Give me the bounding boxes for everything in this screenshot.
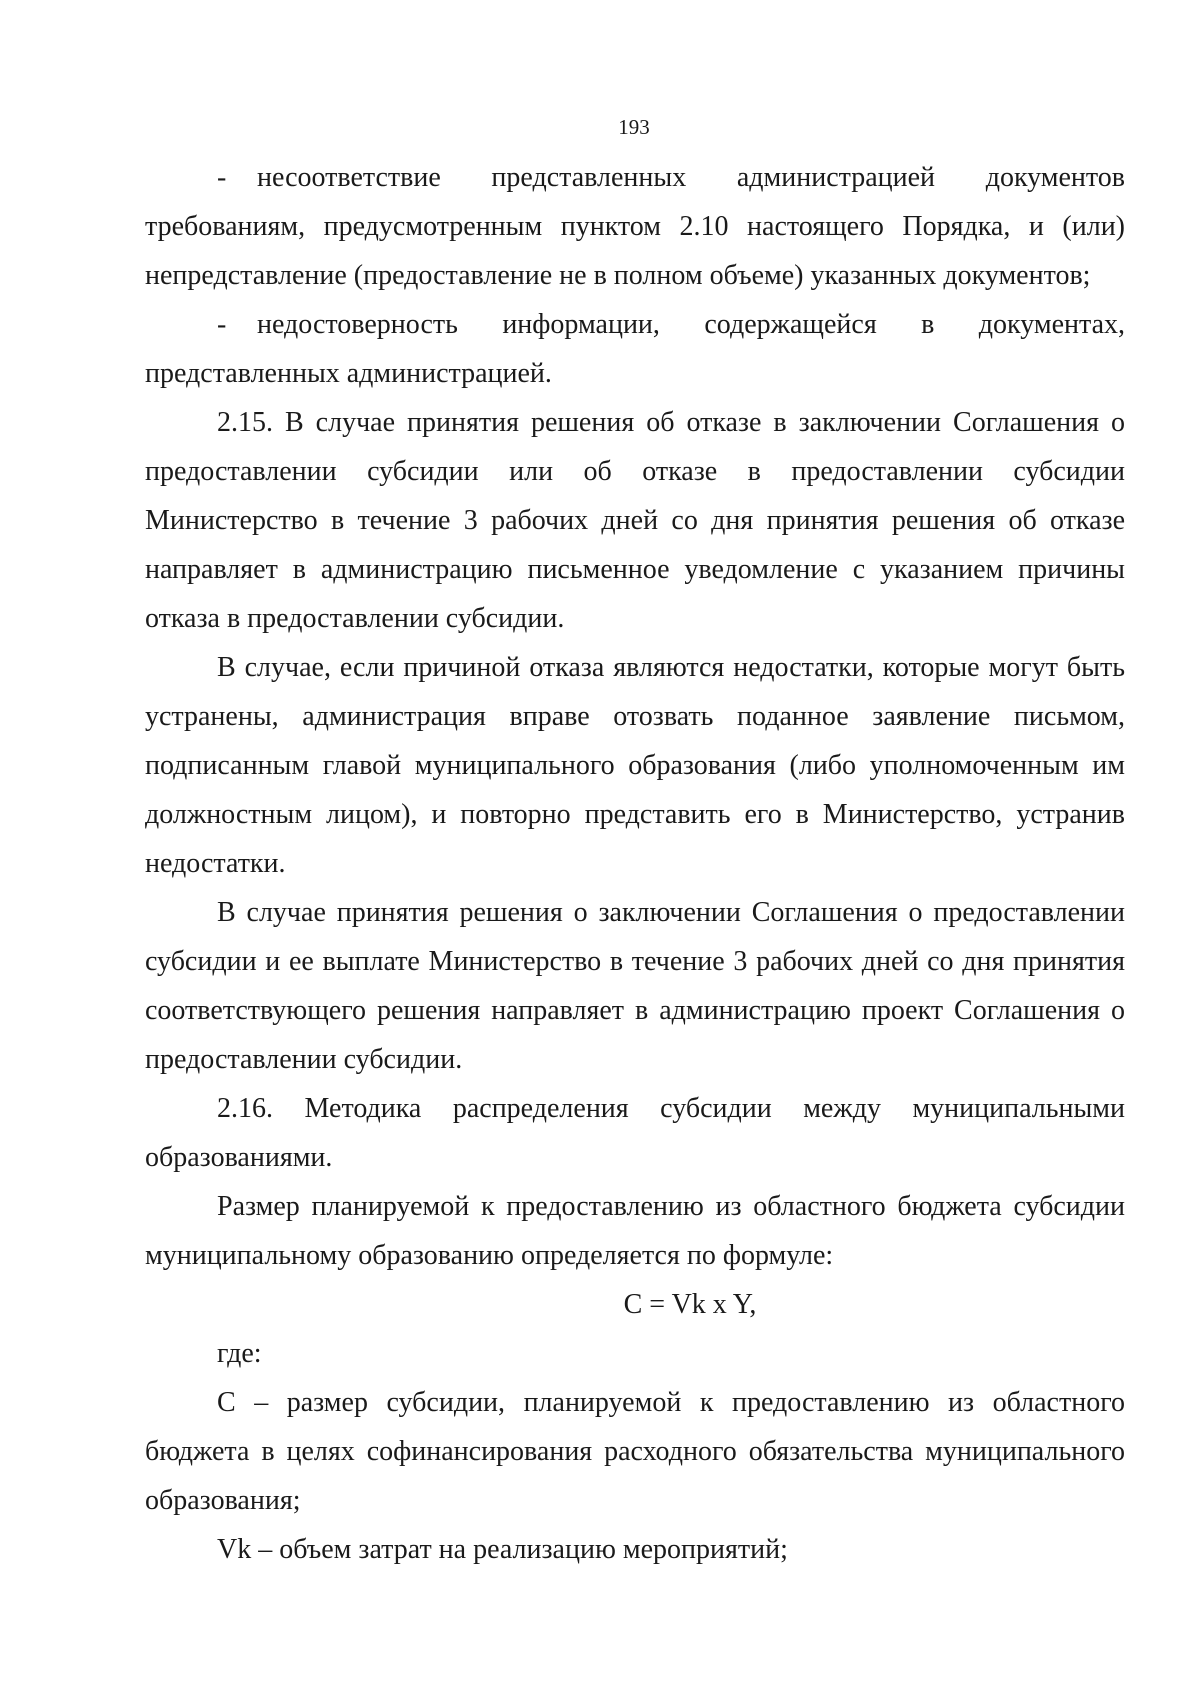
list-item-unreliability [145, 300, 1125, 398]
list-item-text: недостоверность информации, содержащейся в документах, представленных администрацией. [145, 309, 1125, 389]
paragraph-agreement-decision: В случае принятия решения о заключении Соглашения о предоставлении субсидии и ее выплате Министерство в течение 3 рабочих дней со дня принятия соответствующего решения направляет в администрацию проект Соглашения о предоставлении субсидии. [145, 897, 1125, 1075]
formula: C = Vk x Y, [623, 1289, 757, 1320]
page-number: 193 [618, 115, 650, 139]
definition-c: C – размер субсидии, планируемой к предоставлению из областного бюджета в целях софинансирования расходного обязательства муниципального образования; [145, 1387, 1125, 1516]
list-dash: - [217, 309, 227, 340]
paragraph-2-15: 2.15. В случае принятия решения об отказе в заключении Соглашения о предоставлении субсидии или об отказе в предоставлении субсидии Министерство в течение 3 рабочих дней со дня принятия решения об отказе направляет в администрацию письменное уведомление с указанием причины отказа в предоставлении субсидии. [145, 407, 1125, 634]
definition-vk: Vk – объем затрат на реализацию мероприятий; [217, 1534, 788, 1565]
list-dash: - [217, 162, 227, 193]
paragraph-2-16: 2.16. Методика распределения субсидии между муниципальными образованиями. [145, 1093, 1125, 1173]
list-item-text: несоответствие представленных администрацией документов требованиям, предусмотренным пунктом 2.10 настоящего Порядка, и (или) непредставление (предоставление не в полном объеме) указанных документов; [145, 162, 1125, 291]
paragraph-refusal-defects: В случае, если причиной отказа являются недостатки, которые могут быть устранены, администрация вправе отозвать поданное заявление письмом, подписанным главой муниципального образования (либо уполномоченным им должностным лицом), и повторно представить его в Министерство, устранив недостатки. [145, 652, 1125, 879]
paragraph-subsidy-size: Размер планируемой к предоставлению из областного бюджета субсидии муниципальному образованию определяется по формуле: [145, 1191, 1125, 1271]
list-item-nonconformity [145, 153, 1125, 300]
paragraph-where: где: [217, 1338, 262, 1369]
document-body [145, 153, 1125, 1574]
